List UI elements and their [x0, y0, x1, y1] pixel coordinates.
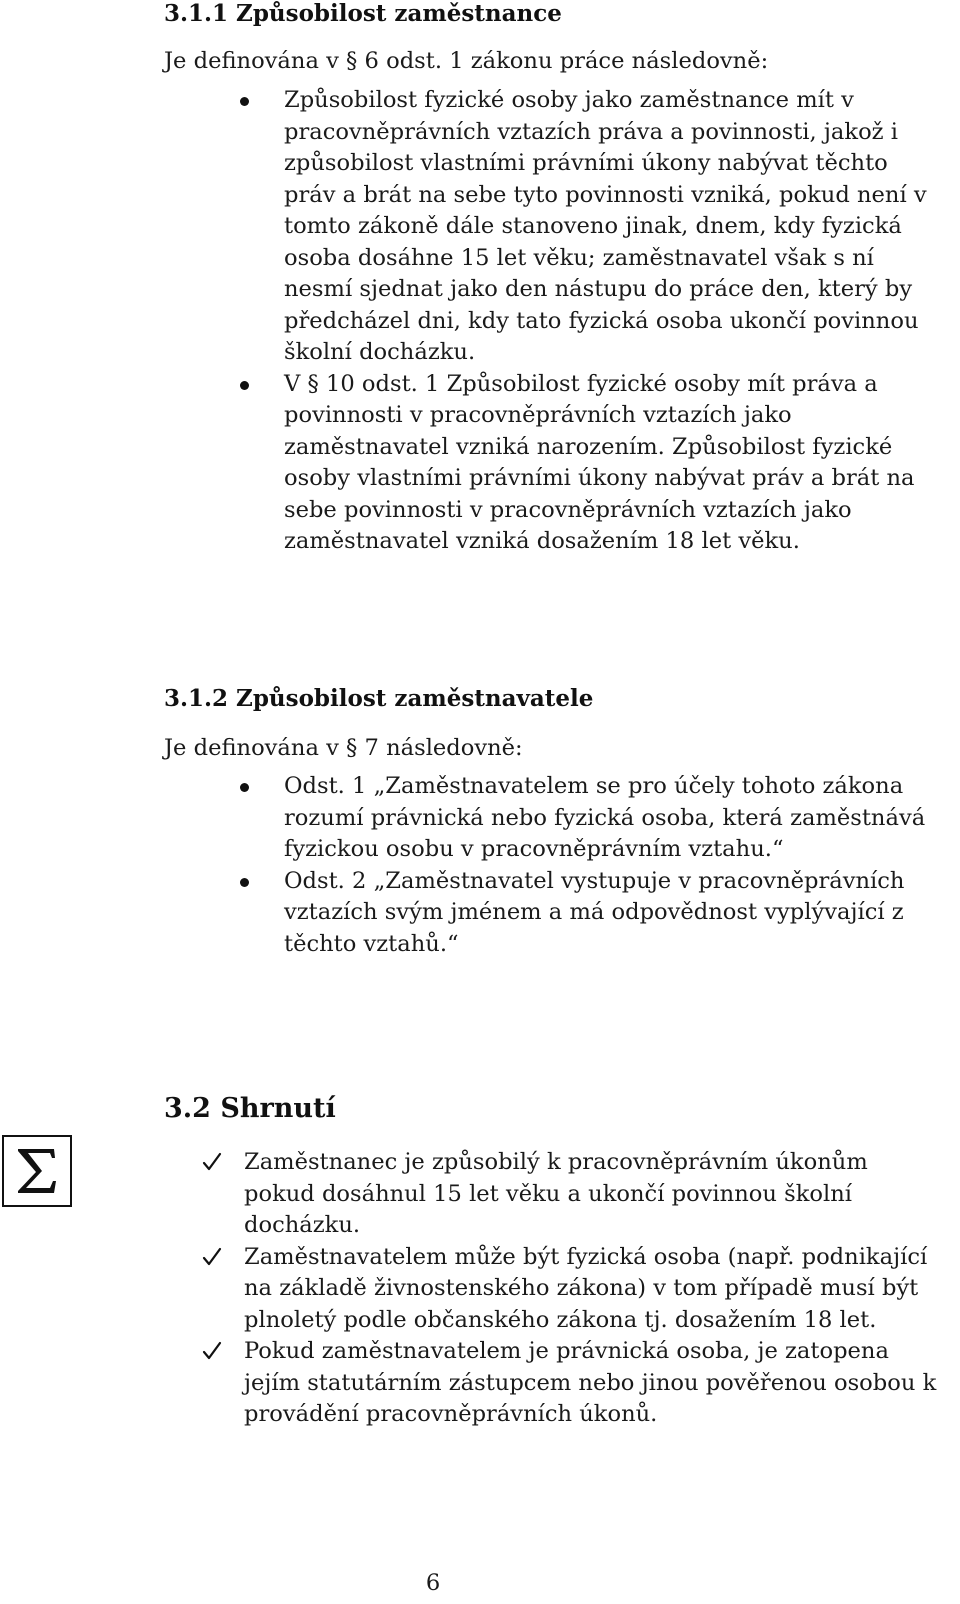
bullet-list-3-1-1 [0, 85, 960, 558]
bullet-list-3-1-2 [0, 771, 960, 960]
section-heading-3-1-1: 3.1.1 Způsobilost zaměstnance [164, 0, 562, 27]
list-item-text: Zaměstnanec je způsobilý k pracovněprávním úkonům pokud dosáhnul 15 let věku a ukončí povinnou školní docházku. [244, 1149, 868, 1238]
list-item-text: V § 10 odst. 1 Způsobilost fyzické osoby mít práva a povinnosti v pracovněprávních vztazích jako zaměstnavatel vzniká narozením. Způsobilost fyzické osoby vlastními právními úkony nabývat práv a brát na sebe povinnosti v pracovněprávních vztazích jako zaměstnavatel vzniká dosažením 18 let věku. [284, 370, 915, 554]
section-heading-3-2: 3.2 Shrnutí [164, 1093, 336, 1124]
list-item [0, 1336, 960, 1431]
list-item [0, 85, 960, 369]
list-item-text: Odst. 2 „Zaměstnavatel vystupuje v pracovněprávních vztazích svým jménem a má odpovědnost vyplývající z těchto vztahů.“ [284, 867, 905, 957]
page-number: 6 [425, 1570, 441, 1596]
summary-list [0, 1147, 960, 1431]
bullet-icon [240, 878, 249, 887]
bullet-icon [240, 97, 249, 106]
section-intro-3-1-2: Je definována v § 7 následovně: [164, 735, 523, 761]
section-intro-3-1-1: Je definována v § 6 odst. 1 zákonu práce následovně: [164, 48, 769, 74]
checkmark-icon [202, 1341, 222, 1361]
checkmark-icon [202, 1247, 222, 1267]
list-item [0, 1147, 960, 1242]
section-heading-3-1-2: 3.1.2 Způsobilost zaměstnavatele [164, 685, 594, 712]
list-item [0, 771, 960, 866]
list-item-text: Odst. 1 „Zaměstnavatelem se pro účely tohoto zákona rozumí právnická nebo fyzická osoba, která zaměstnává fyzickou osobu v pracovněprávním vztahu.“ [284, 773, 926, 862]
bullet-icon [240, 381, 249, 390]
bullet-icon [240, 783, 249, 792]
list-item [0, 1242, 960, 1337]
list-item-text: Zaměstnavatelem může být fyzická osoba (např. podnikající na základě živnostenského zákona) v tom případě musí být plnoletý podle občanského zákona tj. dosažením 18 let. [244, 1243, 928, 1333]
list-item-text: Pokud zaměstnavatelem je právnická osoba, je zatopena jejím statutárním zástupcem nebo jinou pověřenou osobou k provádění pracovněprávních úkonů. [244, 1338, 937, 1427]
checkmark-icon [202, 1152, 222, 1172]
list-item [0, 369, 960, 558]
list-item-text: Způsobilost fyzické osoby jako zaměstnance mít v pracovněprávních vztazích práva a povinnosti, jakož i způsobilost vlastními právními úkony nabývat těchto práv a brát na sebe tyto povinnosti vzniká, pokud není v tomto zákoně dále stanoveno jinak, dnem, kdy fyzická osoba dosáhne 15 let věku; zaměstnavatel však s ní nesmí sjednat jako den nástupu do práce den, který by předcházel dni, kdy tato fyzická osoba ukončí povinnou školní docházku. [284, 87, 927, 365]
list-item [0, 866, 960, 961]
